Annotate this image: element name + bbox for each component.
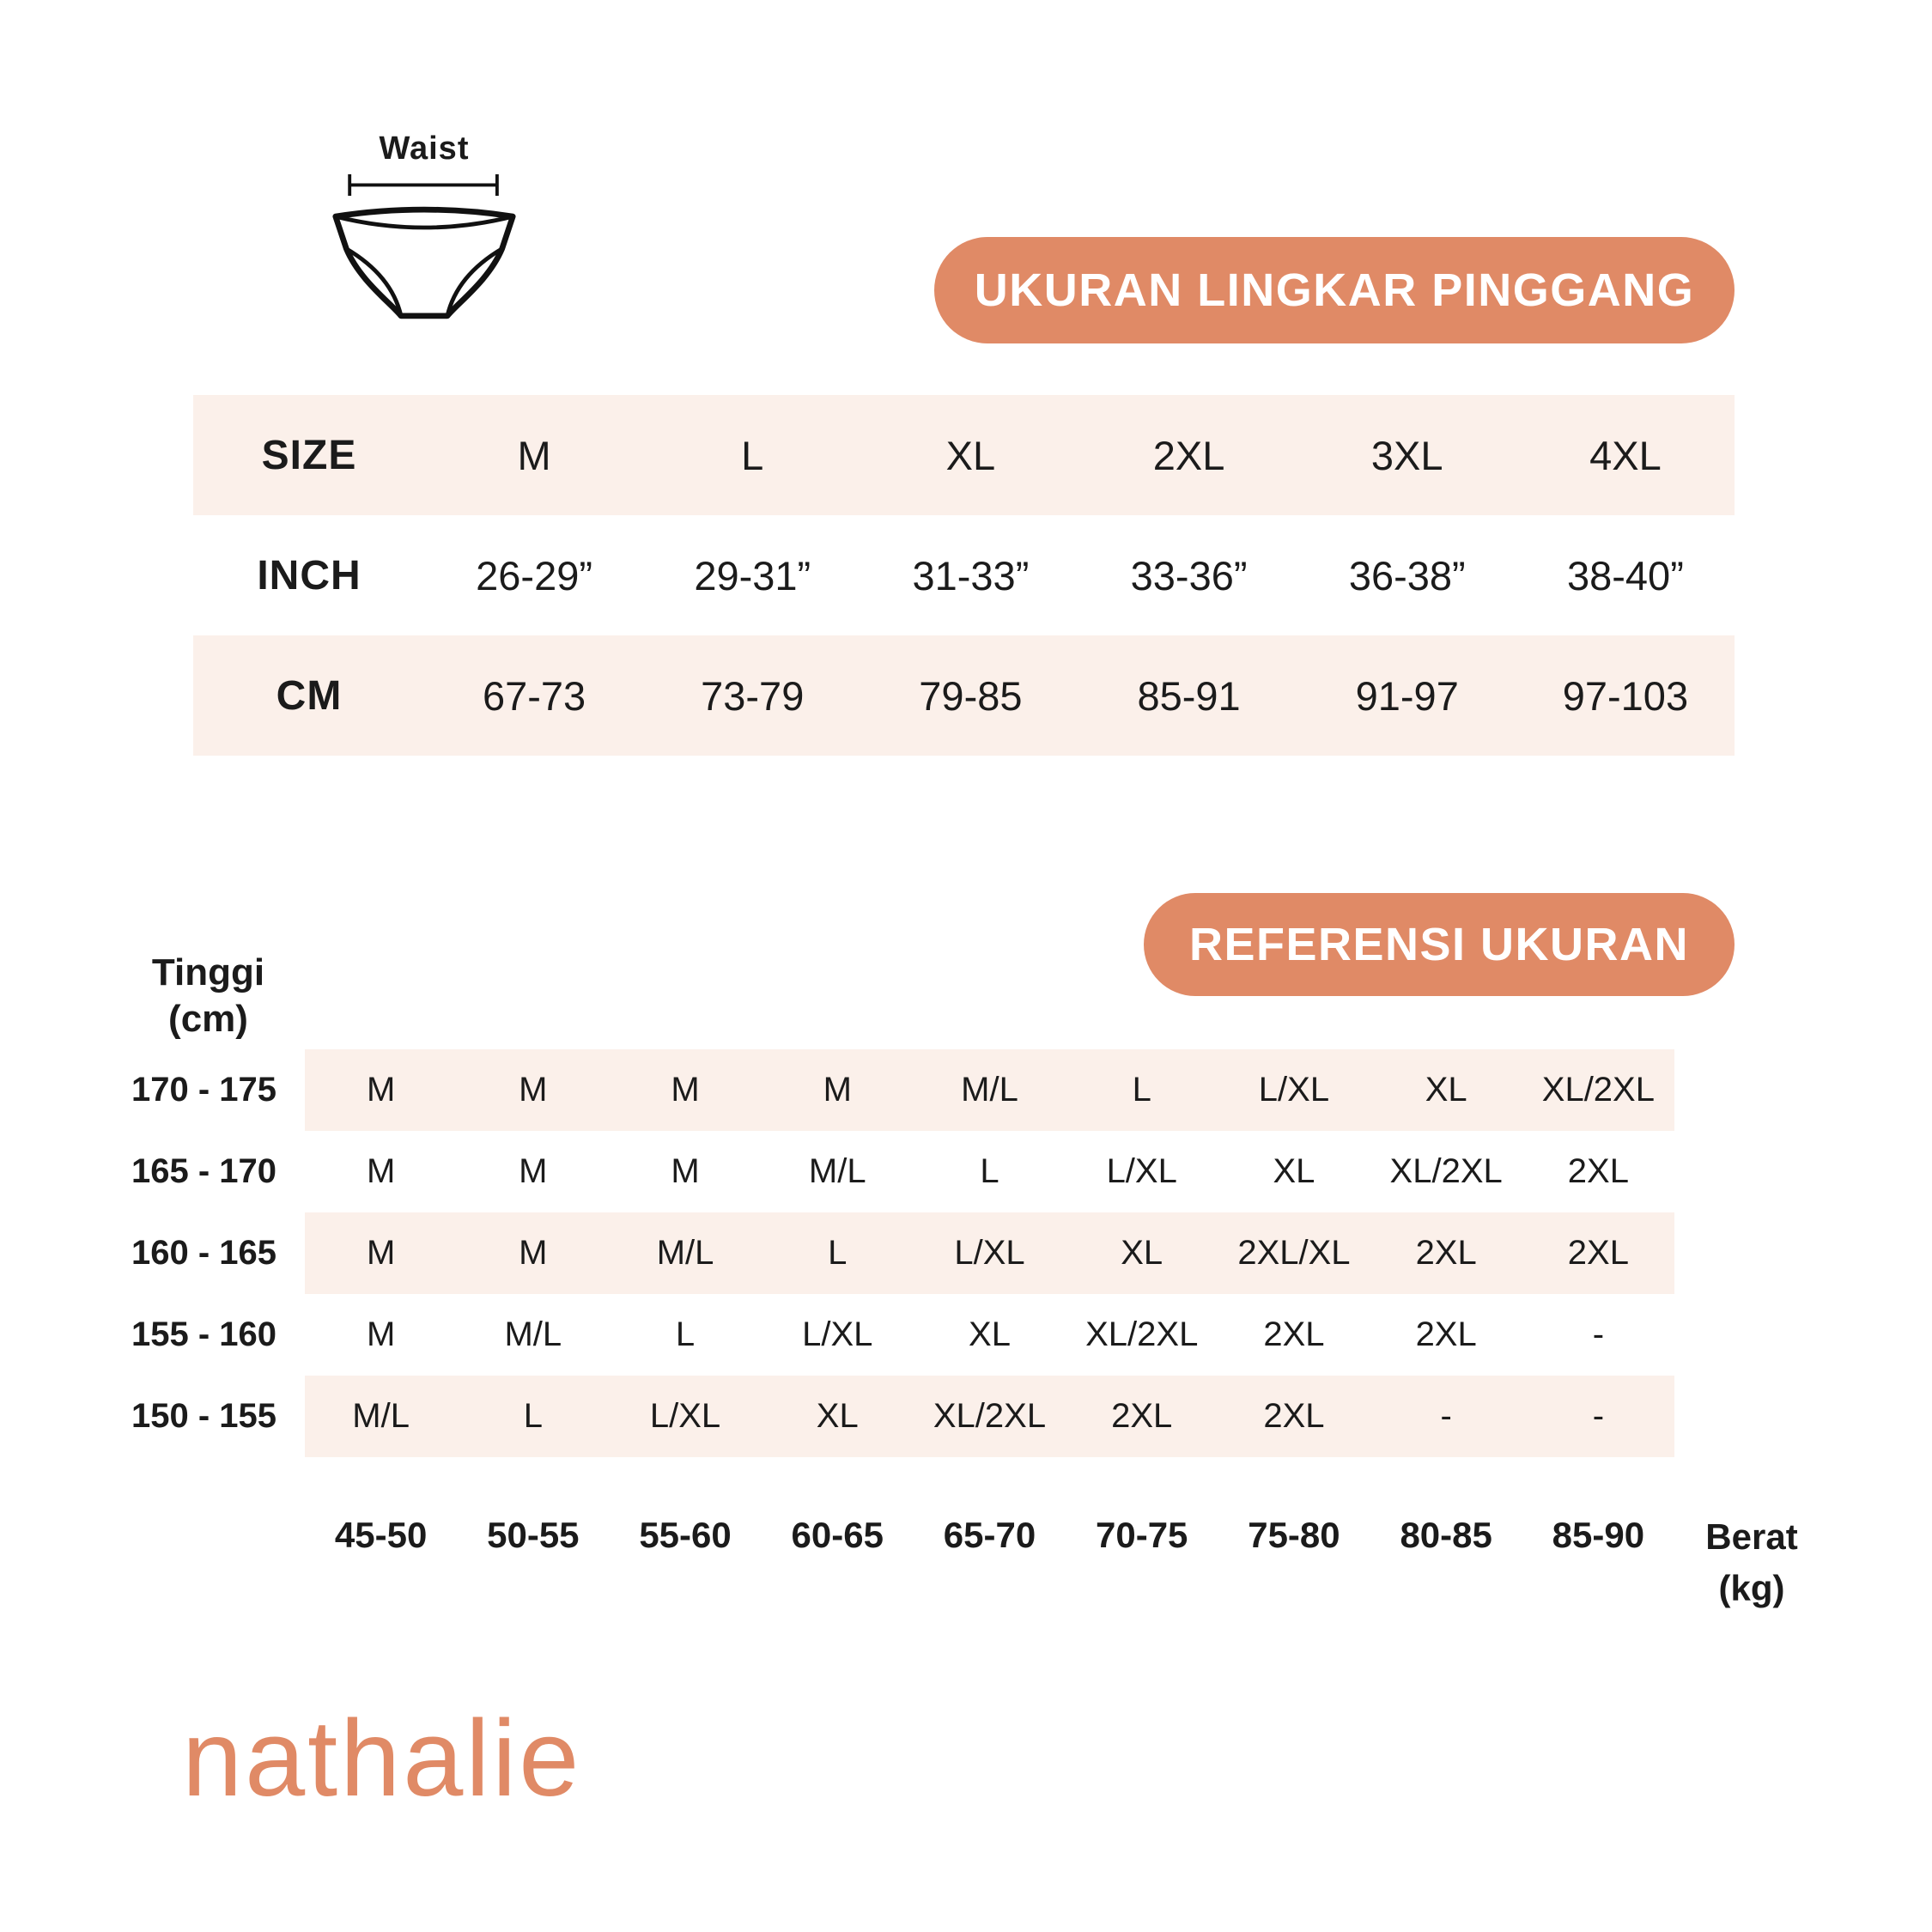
size-reference-cell: L <box>1132 1071 1151 1109</box>
reference-row-band <box>305 1049 1674 1131</box>
size-reference-cell: - <box>1440 1397 1452 1435</box>
size-reference-cell: M <box>366 1152 396 1190</box>
weight-range-label: 60-65 <box>791 1515 884 1555</box>
weight-range-label: 80-85 <box>1400 1515 1492 1555</box>
waist-measure-line <box>349 174 497 196</box>
size-reference-cell: M <box>519 1234 548 1272</box>
waist-size-badge: UKURAN LINGKAR PINGGANG <box>934 237 1735 343</box>
reference-table-row <box>103 1212 1674 1294</box>
size-reference-cell: M <box>366 1315 396 1353</box>
brand-logo: nathalie <box>182 1698 582 1819</box>
size-reference-cell: M <box>823 1071 852 1109</box>
weight-axis-label <box>1674 1511 1829 1614</box>
size-table-row <box>193 515 1735 635</box>
reference-row-band <box>305 1294 1674 1376</box>
size-cell: 2XL <box>1152 432 1225 478</box>
reference-row-band <box>305 1376 1674 1457</box>
size-reference-cell: 2XL <box>1263 1397 1325 1435</box>
size-table-row <box>193 395 1735 515</box>
size-reference-cell: M/L <box>808 1152 866 1190</box>
size-reference-cell: M <box>671 1071 700 1109</box>
size-reference-cell: XL <box>1121 1234 1163 1272</box>
size-table <box>193 395 1735 756</box>
size-cell: 3XL <box>1370 432 1443 478</box>
weight-range-label: 70-75 <box>1096 1515 1188 1555</box>
size-cell: 31-33” <box>912 552 1030 598</box>
weight-range-label: 50-55 <box>487 1515 580 1555</box>
height-range-label: 165 - 170 <box>131 1152 277 1190</box>
size-reference-cell: 2XL <box>1415 1315 1477 1353</box>
weight-range-label: 65-70 <box>943 1515 1036 1555</box>
weight-axis-line2: (kg) <box>1718 1568 1785 1608</box>
reference-table <box>103 1049 1674 1457</box>
size-reference-cell: XL/2XL <box>933 1397 1047 1435</box>
size-cell: M <box>517 432 551 478</box>
size-cell: 29-31” <box>694 552 811 598</box>
size-cell: XL <box>945 432 996 478</box>
size-reference-cell: L <box>523 1397 543 1435</box>
size-cell: L <box>741 432 764 478</box>
size-cell: 85-91 <box>1137 672 1241 719</box>
size-reference-cell: M/L <box>504 1315 562 1353</box>
size-cell: 91-97 <box>1355 672 1459 719</box>
size-reference-badge: REFERENSI UKURAN <box>1144 893 1735 996</box>
weight-range-label: 45-50 <box>334 1515 428 1555</box>
size-reference-cell: M <box>519 1071 548 1109</box>
size-reference-cell: XL/2XL <box>1541 1071 1655 1109</box>
size-reference-cell: 2XL/XL <box>1237 1234 1351 1272</box>
size-row-label: CM <box>276 672 343 719</box>
reference-row-band <box>305 1212 1674 1294</box>
size-reference-cell: XL <box>816 1397 859 1435</box>
size-reference-cell: - <box>1592 1315 1605 1353</box>
size-cell: 4XL <box>1589 432 1662 478</box>
size-reference-cell: L <box>980 1152 999 1190</box>
height-range-label: 170 - 175 <box>131 1071 277 1109</box>
size-reference-cell: L/XL <box>954 1234 1025 1272</box>
weight-range-label: 85-90 <box>1552 1515 1645 1555</box>
waist-label: Waist <box>379 131 470 167</box>
size-cell: 73-79 <box>701 672 805 719</box>
weight-range-label: 75-80 <box>1248 1515 1340 1555</box>
size-cell: 97-103 <box>1562 672 1689 719</box>
reference-table-row <box>103 1294 1674 1376</box>
size-reference-cell: L/XL <box>649 1397 721 1435</box>
weight-range-label: 55-60 <box>639 1515 732 1555</box>
size-reference-cell: M <box>366 1234 396 1272</box>
weight-row-spacer <box>103 1511 305 1614</box>
size-reference-cell: L <box>675 1315 696 1353</box>
size-row-label: SIZE <box>261 432 357 478</box>
height-axis-label <box>125 950 292 1042</box>
size-reference-cell: XL/2XL <box>1389 1152 1503 1190</box>
size-reference-cell: XL <box>969 1315 1011 1353</box>
size-reference-cell: L/XL <box>802 1315 873 1353</box>
size-reference-cell: - <box>1592 1397 1605 1435</box>
size-reference-cell: M <box>519 1152 548 1190</box>
size-cell: 38-40” <box>1566 552 1684 598</box>
size-cell: 36-38” <box>1348 552 1466 598</box>
size-reference-cell: XL/2XL <box>1085 1315 1199 1353</box>
height-range-label: 155 - 160 <box>131 1315 277 1353</box>
size-cell: 33-36” <box>1130 552 1248 598</box>
size-reference-cell: XL <box>1425 1071 1467 1109</box>
size-reference-cell: M <box>671 1152 700 1190</box>
height-range-label: 150 - 155 <box>131 1397 277 1435</box>
panty-icon <box>329 173 519 336</box>
size-reference-cell: L/XL <box>1258 1071 1330 1109</box>
height-axis-line1: Tinggi <box>151 951 265 993</box>
weight-axis-line1: Berat <box>1705 1516 1798 1557</box>
reference-row-band <box>305 1131 1674 1212</box>
reference-table-row <box>103 1049 1674 1131</box>
size-reference-cell: 2XL <box>1567 1234 1629 1272</box>
size-reference-cell: 2XL <box>1263 1315 1325 1353</box>
weight-row <box>103 1511 1932 1614</box>
size-row-label: INCH <box>257 552 361 598</box>
size-reference-cell: M <box>366 1071 396 1109</box>
size-reference-cell: L/XL <box>1106 1152 1177 1190</box>
height-axis-line2: (cm) <box>168 998 248 1040</box>
height-range-label: 160 - 165 <box>131 1234 277 1272</box>
size-reference-cell: L <box>828 1234 848 1272</box>
size-cell: 67-73 <box>482 672 586 719</box>
size-table-row <box>193 635 1735 756</box>
size-reference-cell: 2XL <box>1415 1234 1477 1272</box>
reference-table-row <box>103 1131 1674 1212</box>
reference-table-row <box>103 1376 1674 1457</box>
size-reference-cell: M/L <box>352 1397 410 1435</box>
size-reference-cell: 2XL <box>1567 1152 1629 1190</box>
waist-figure <box>329 131 519 336</box>
size-reference-cell: 2XL <box>1111 1397 1173 1435</box>
size-reference-cell: M/L <box>656 1234 714 1272</box>
size-reference-cell: M/L <box>961 1071 1018 1109</box>
size-cell: 26-29” <box>476 552 592 598</box>
size-cell: 79-85 <box>919 672 1023 719</box>
size-reference-cell: XL <box>1273 1152 1315 1190</box>
weight-cells <box>305 1511 1674 1614</box>
